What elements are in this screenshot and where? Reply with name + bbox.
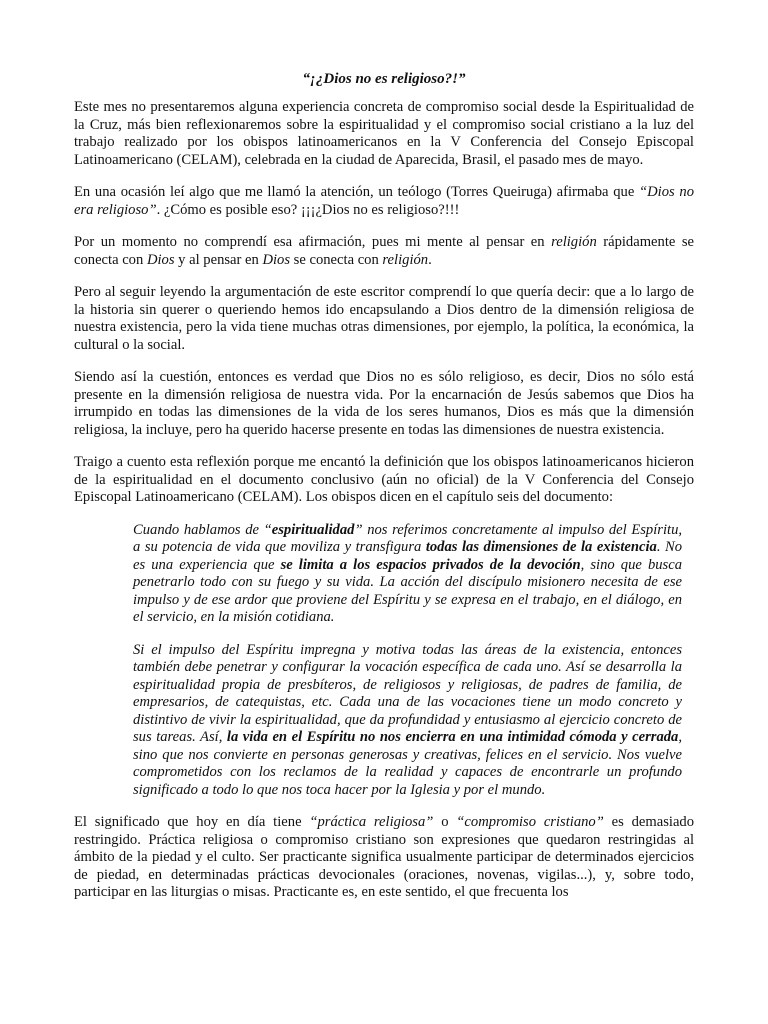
paragraph-religion — [74, 234, 694, 269]
paragraph-argument: Pero al seguir leyendo la argumentación de este escritor comprendí lo que quería decir: que a lo largo de la historia sin querer o queriendo hemos ido encapsulando a Dios dentro de la dimensión religiosa de nuestra existencia, pero la vida tiene muchas otras dimensiones, por ejemplo, la política, la económica, la cultural o la social. — [74, 284, 694, 353]
paragraph-intro: Este mes no presentaremos alguna experiencia concreta de compromiso social desde la Espiritualidad de la Cruz, más bien reflexionaremos sobre la espiritualidad y el compromiso social cristiano a la luz del trabajo realizado por los obispos latinoamericanos en la V Conferencia del Consejo Episcopal Latinoamericano (CELAM), celebrada en la ciudad de Aparecida, Brasil, el pasado mes de mayo. — [74, 99, 694, 168]
quoted-phrase: “práctica religiosa” — [309, 814, 434, 830]
text-run: Si el impulso del Espíritu impregna y motiva todas las áreas de la existencia, entonces también debe penetrar y configurar la vocación específica de cada uno. Así se desarrolla la espiritualidad propia de presbíteros, de religiosos y religiosas, de padres de familia, de empresarios, de catequistas, etc. Cada una de las vocaciones tiene un modo concreto y distintivo de vivir la espiritualidad, que da profundidad y entusiasmo al ejercicio concreto de sus tareas. Así, — [133, 641, 682, 745]
document-title: “¡¿Dios no es religioso?!” — [302, 71, 466, 87]
paragraph-incarnation: Siendo así la cuestión, entonces es verdad que Dios no es sólo religioso, es decir, Dios no sólo está presente en la dimensión religiosa de nuestra vida. Por la encarnación de Jesús sabemos que Dios ha irrumpido en todas las dimensiones de la vida de los seres humanos, Dios es más que la dimensión religiosa, la incluye, pero ha querido hacerse presente en todas las dimensiones de nuestra existencia. — [74, 369, 694, 438]
text-run: rápidamente se conecta con — [74, 234, 695, 268]
text-run: . ¿Cómo es posible eso? ¡¡¡¿Dios no es religioso?!!! — [156, 201, 460, 218]
text-run: Cuando hablamos de “ — [133, 521, 272, 538]
italic-word: religión — [551, 234, 597, 250]
paragraph-bishops: Traigo a cuento esta reflexión porque me encantó la definición que los obispos latinoamericanos hicieron de la espiritualidad en el documento conclusivo (aún no oficial) de la V Conferencia del Consejo Episcopal Latinoamericano (CELAM). Los obispos dicen en el capítulo seis del documento: — [74, 454, 694, 505]
text-run: , sino que busca penetrarlo todo con su fuego y su vida. La acción del discípulo misionero necesita de ese impulso y de ese ardor que proviene del Espíritu y se expresa en el trabajo, en el diálogo, en el servicio, en la misión cotidiana. — [133, 556, 682, 625]
text-run: se conecta con — [290, 251, 383, 268]
text-run: ” nos referimos concretamente al impulso del Espíritu, a su potencia de vida que moviliza y transfigura — [133, 521, 683, 555]
text-run: y al pensar en — [174, 251, 263, 268]
quoted-phrase: “compromiso cristiano” — [456, 814, 604, 830]
text-run: , sino que nos convierte en personas generosas y creativas, felices en el servicio. Nos vuelve comprometidos con los reclamos de la realidad y capaces de encontrarle un profundo significado a todo lo que nos toca hacer por la Iglesia y por el mundo. — [133, 729, 682, 798]
quote-paragraph-spirituality — [133, 522, 682, 627]
paragraph-religious-practice — [74, 814, 694, 902]
block-quote — [133, 522, 682, 800]
text-run: o — [433, 814, 457, 830]
bold-phrase: se limita a los espacios privados de la devoción — [280, 556, 581, 573]
quoted-phrase: “Dios no era religioso” — [74, 184, 695, 218]
italic-word: Dios — [262, 251, 291, 268]
italic-word: Dios — [146, 251, 175, 268]
text-run: En una ocasión leí algo que me llamó la atención, un teólogo (Torres Queiruga) afirmaba que — [74, 184, 640, 200]
quote-paragraph-vocation — [133, 642, 682, 800]
bold-phrase: todas las dimensiones de la existencia — [425, 539, 657, 555]
text-run: es demasiado restringido. Práctica religiosa o compromiso cristiano son expresiones que quedaron restringidas al ámbito de la piedad y el culto. Ser practicante significa usualmente participar de determinados ejercicios de piedad, en determinadas prácticas devocionales (oraciones, novenas, vigilas...), y, sobre todo, participar en las liturgias o misas. Practicante es, en este sentido, el que frecuenta los — [74, 814, 695, 900]
bold-phrase: la vida en el Espíritu no nos encierra en una intimidad cómoda y cerrada — [226, 729, 679, 745]
paragraph-theologian — [74, 184, 694, 219]
italic-word: religión — [382, 251, 429, 268]
text-run: El significado que hoy en día tiene — [74, 814, 310, 830]
text-run: . — [428, 251, 432, 268]
text-run: Por un momento no comprendí esa afirmación, pues mi mente al pensar en — [74, 234, 552, 250]
text-run: . No es una experiencia que — [133, 539, 683, 573]
bold-phrase: espiritualidad — [271, 521, 355, 538]
